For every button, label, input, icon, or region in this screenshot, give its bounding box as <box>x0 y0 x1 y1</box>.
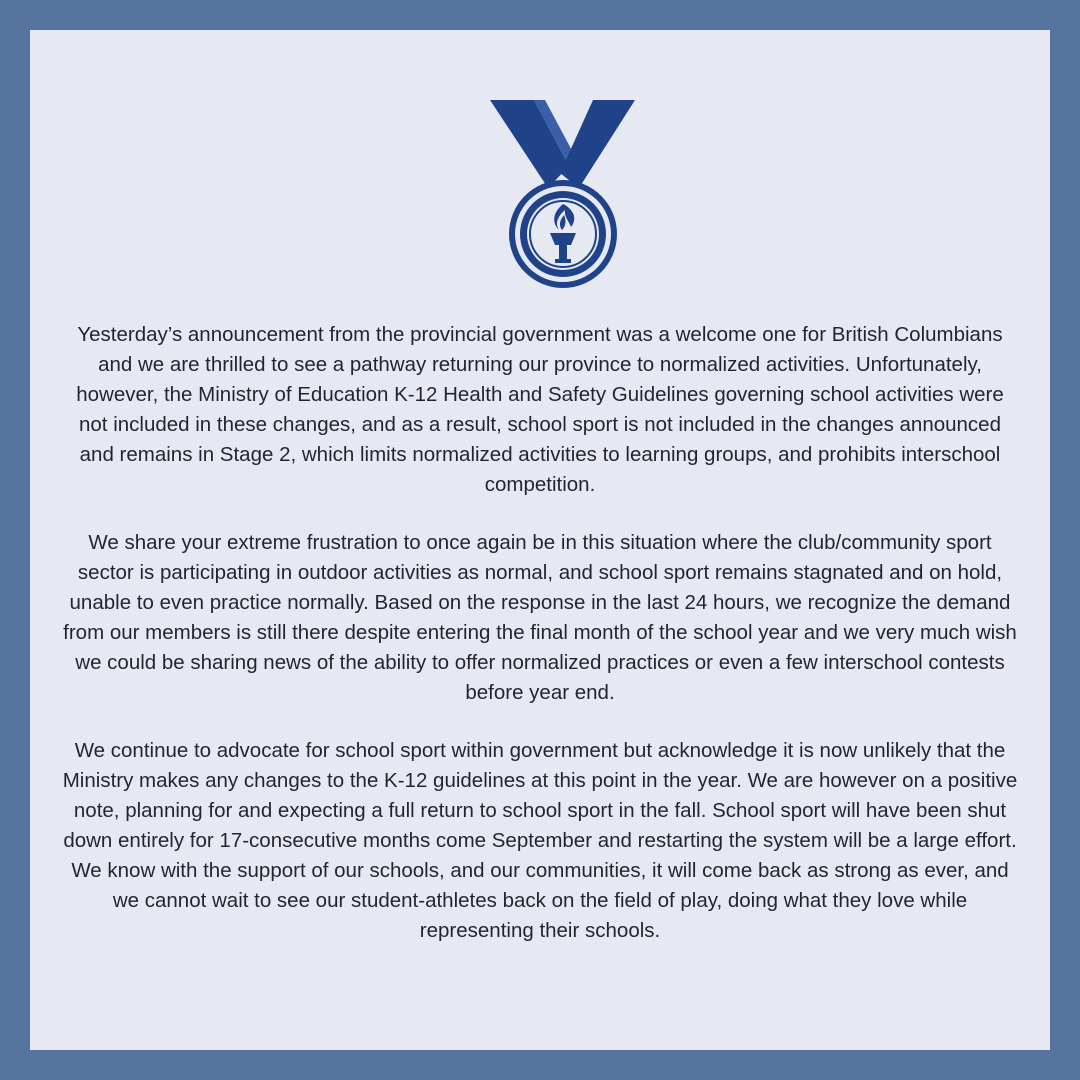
medal-logo-graphic <box>485 96 645 292</box>
statement-paragraph: Yesterday’s announcement from the provincial government was a welcome one for British Columbians and we are thrilled to see a pathway returning our province to normalized activities. Unfortunately, however, the Ministry of Education K-12 Health and Safety Guidelines governing school activities were not included in these changes, and as a result, school sport is not included in the changes announced and remains in Stage 2, which limits normalized activities to learning groups, and prohibits interschool competition. <box>76 323 1004 496</box>
medal-torch-icon <box>485 96 645 292</box>
statement-text <box>60 320 1020 974</box>
statement-card <box>30 30 1050 1050</box>
statement-paragraph: We continue to advocate for school sport within government but acknowledge it is now unlikely that the Ministry makes any changes to the K-12 guidelines at this point in the year. We are however on a positive note, planning for and expecting a full return to school sport in the fall. School sport will have been shut down entirely for 17-consecutive months come September and restarting the system will be a large effort. We know with the support of our schools, and our communities, it will come back as strong as ever, and we cannot wait to see our student-athletes back on the field of play, doing what they love while representing their schools. <box>62 739 1018 942</box>
statement-paragraph: We share your extreme frustration to once again be in this situation where the club/community sport sector is participating in outdoor activities as normal, and school sport remains stagnated and on hold, unable to even practice normally. Based on the response in the last 24 hours, we recognize the demand from our members is still there despite entering the final month of the school year and we very much wish we could be sharing news of the ability to offer normalized practices or even a few interschool contests before year end. <box>63 531 1017 704</box>
